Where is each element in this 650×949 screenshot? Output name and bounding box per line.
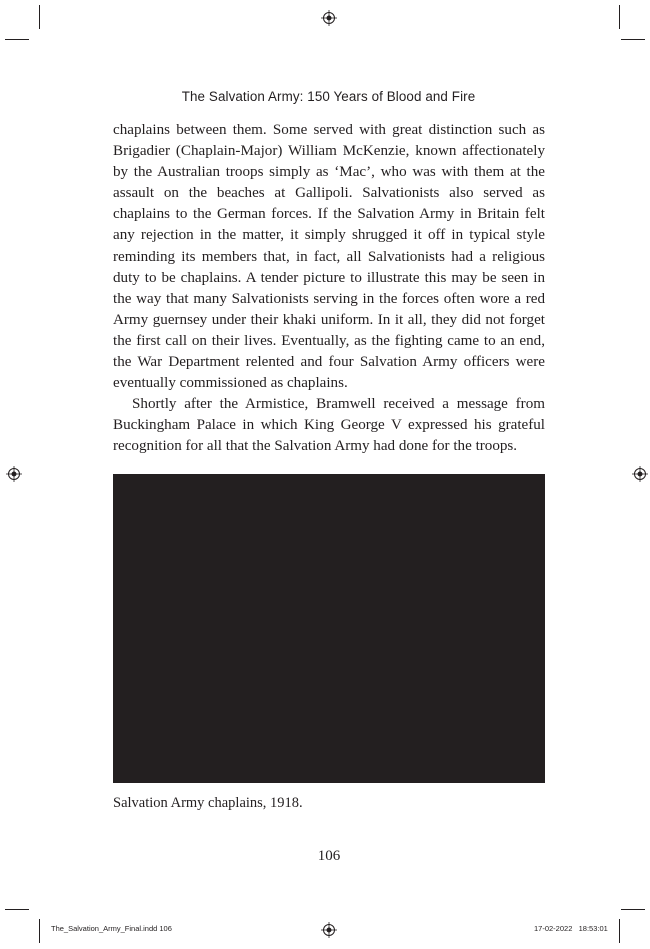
registration-mark-icon [321, 922, 337, 938]
running-head: The Salvation Army: 150 Years of Blood and Fire [181, 89, 476, 104]
crop-mark [5, 909, 29, 910]
figure-caption: Salvation Army chaplains, 1918. [113, 795, 303, 811]
crop-mark [621, 39, 645, 40]
registration-mark-icon [6, 466, 22, 482]
registration-mark-icon [632, 466, 648, 482]
crop-mark [619, 5, 620, 29]
slug-timestamp: 17-02-2022 18:53:01 [534, 924, 608, 933]
body-text [113, 120, 545, 458]
paragraph: Shortly after the Armistice, Bramwell received a message from Buckingham Palace in which King George V expressed his grateful recognition for all that the Salvation Army had done for the troops. [113, 396, 545, 455]
crop-mark [621, 909, 645, 910]
paragraph: chaplains between them. Some served with great distinction such as Brigadier (Chaplain-Major) William McKenzie, known affectionately by the Australian troops simply as ‘Mac’, who was with them at the assault on the beaches at Gallipoli. Salvationists also served as chaplains to the German forces. If the Salvation Army in Britain felt any rejection in the matter, it simply shrugged it off in typical style reminding its members that, in fact, all Salvationists had a religious duty to be chaplains. A tender picture to illustrate this may be seen in the way that many Salvationists serving in the forces often wore a red Army guernsey under their khaki uniform. In it all, they did not forget the first call on their lives. Eventually, as the fighting came to an end, the War Department relented and four Salvation Army officers were eventually commissioned as chaplains. [113, 122, 545, 392]
crop-mark [39, 919, 40, 943]
figure-photo [113, 474, 545, 783]
crop-mark [5, 39, 29, 40]
crop-mark [619, 919, 620, 943]
slug-file-info: The_Salvation_Army_Final.indd 106 [51, 924, 172, 933]
registration-mark-icon [321, 10, 337, 26]
crop-mark [39, 5, 40, 29]
page-number: 106 [317, 848, 341, 864]
